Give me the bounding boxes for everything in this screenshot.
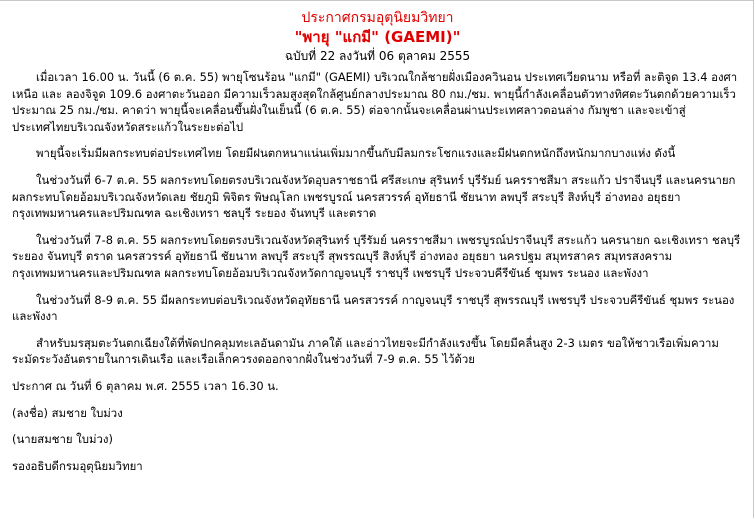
storm-name-heading: "พายุ "แกมี" (GAEMI)"	[294, 28, 461, 46]
signer-name: (นายสมชาย ใบม่วง)	[12, 432, 113, 447]
announcement-date-line: ประกาศ ณ วันที่ 6 ตุลาคม พ.ศ. 2555 เวลา 16.30 น.	[12, 378, 279, 393]
paragraph-marine-warning: สำหรับมรสุมตะวันตกเฉียงใต้ที่พัดปกคลุมทะเลอันดามัน ภาคใต้ และอ่าวไทยจะมีกำลังแรงขึ้น โดยมีคลื่นสูง 2-3 เมตร ขอให้ชาวเรือเพิ่มความระมัดระวังอันตรายในการเดินเรือ และเรือเล็กควรงดออกจากฝั่งในช่วงวันที่ 7-9 ต.ค. 55 ไว้ด้วย	[12, 335, 719, 367]
signer-position: รองอธิบดีกรมอุตุนิยมวิทยา	[12, 458, 143, 473]
paragraph-impact-day-8-9: ในช่วงวันที่ 8-9 ต.ค. 55 มีผลกระทบต่อบริเวณจังหวัดอุทัยธานี นครสวรรค์ กาญจนบุรี ราชบุรี สุพรรณบุรี เพชรบุรี ประจวบคีรีขันธ์ ชุมพร ระนอง และพังงา	[12, 292, 735, 324]
issue-date-line: ฉบับที่ 22 ลงวันที่ 06 ตุลาคม 2555	[284, 49, 471, 63]
paragraph-impact-intro: พายุนี้จะเริ่มมีผลกระทบต่อประเทศไทย โดยมีฝนตกหนาแน่นเพิ่มมากขึ้นกับมีลมกระโชกแรงและมีฝนตกหนักถึงหนักมากบางแห่ง ดังนี้	[36, 146, 676, 161]
announcement-title: ประกาศกรมอุตุนิยมวิทยา	[301, 10, 454, 26]
paragraph-storm-position: เมื่อเวลา 16.00 น. วันนี้ (6 ต.ค. 55) พายุโซนร้อน "แกมี" (GAEMI) บริเวณใกล้ชายฝั่งเมืองควินอน ประเทศเวียดนาม หรือที่ ละติจูด 13.4 องศาเหนือ และ ลองจิจูด 109.6 องศาตะวันออก มีความเร็วลมสูงสุดใกล้ศูนย์กลางประมาณ 80 กม./ชม. พายุนี้กำลังเคลื่อนตัวทางทิศตะวันตกด้วยความเร็วประมาณ 25 กม./ชม. คาดว่า พายุนี้จะเคลื่อนขึ้นฝั่งในเย็นนี้ (6 ต.ค. 55) ต่อจากนั้นจะเคลื่อนผ่านประเทศลาวตอนล่าง กัมพูชา และจะเข้าสู่ประเทศไทยบริเวณจังหวัดสระแก้วในระยะต่อไป	[12, 70, 738, 134]
paragraph-impact-day-7-8: ในช่วงวันที่ 7-8 ต.ค. 55 ผลกระทบโดยตรงบริเวณจังหวัดสุรินทร์ บุรีรัมย์ นครราชสีมา เพชรบูรณ์ปราจีนบุรี สระแก้ว นครนายก ฉะเชิงเทรา ชลบุรี ระยอง จันทบุรี ตราด นครสวรรค์ อุทัยธานี ชัยนาท ลพบุรี สระบุรี สุพรรณบุรี สิงห์บุรี อ่างทอง อยุธยา นครปฐม สมุทรสาคร สมุทรสงคราม กรุงเทพมหานครและปริมณฑล ผลกระทบโดยอ้อมบริเวณจังหวัดกาญจนบุรี ราชบุรี เพชรบุรี ประจวบคีรีขันธ์ ชุมพร ระนอง และพังงา	[12, 232, 741, 280]
paragraph-impact-day-6-7: ในช่วงวันที่ 6-7 ต.ค. 55 ผลกระทบโดยตรงบริเวณจังหวัดอุบลราชธานี ศรีสะเกษ สุรินทร์ บุรีรัมย์ นครราชสีมา สระแก้ว ปราจีนบุรี และนครนายก ผลกระทบโดยอ้อมบริเวณจังหวัดเลย ชัยภูมิ พิจิตร พิษณุโลก เพชรบูรณ์ นครสวรรค์ อุทัยธานี ชัยนาท ลพบุรี สระบุรี สิงห์บุรี อ่างทอง อยุธยา กรุงเทพมหานครและปริมณฑล ฉะเชิงเทรา ชลบุรี ระยอง จันทบุรี และตราด	[12, 172, 736, 221]
announcement-body	[12, 69, 742, 484]
signature-line: (ลงชื่อ) สมชาย ใบม่วง	[12, 405, 123, 420]
